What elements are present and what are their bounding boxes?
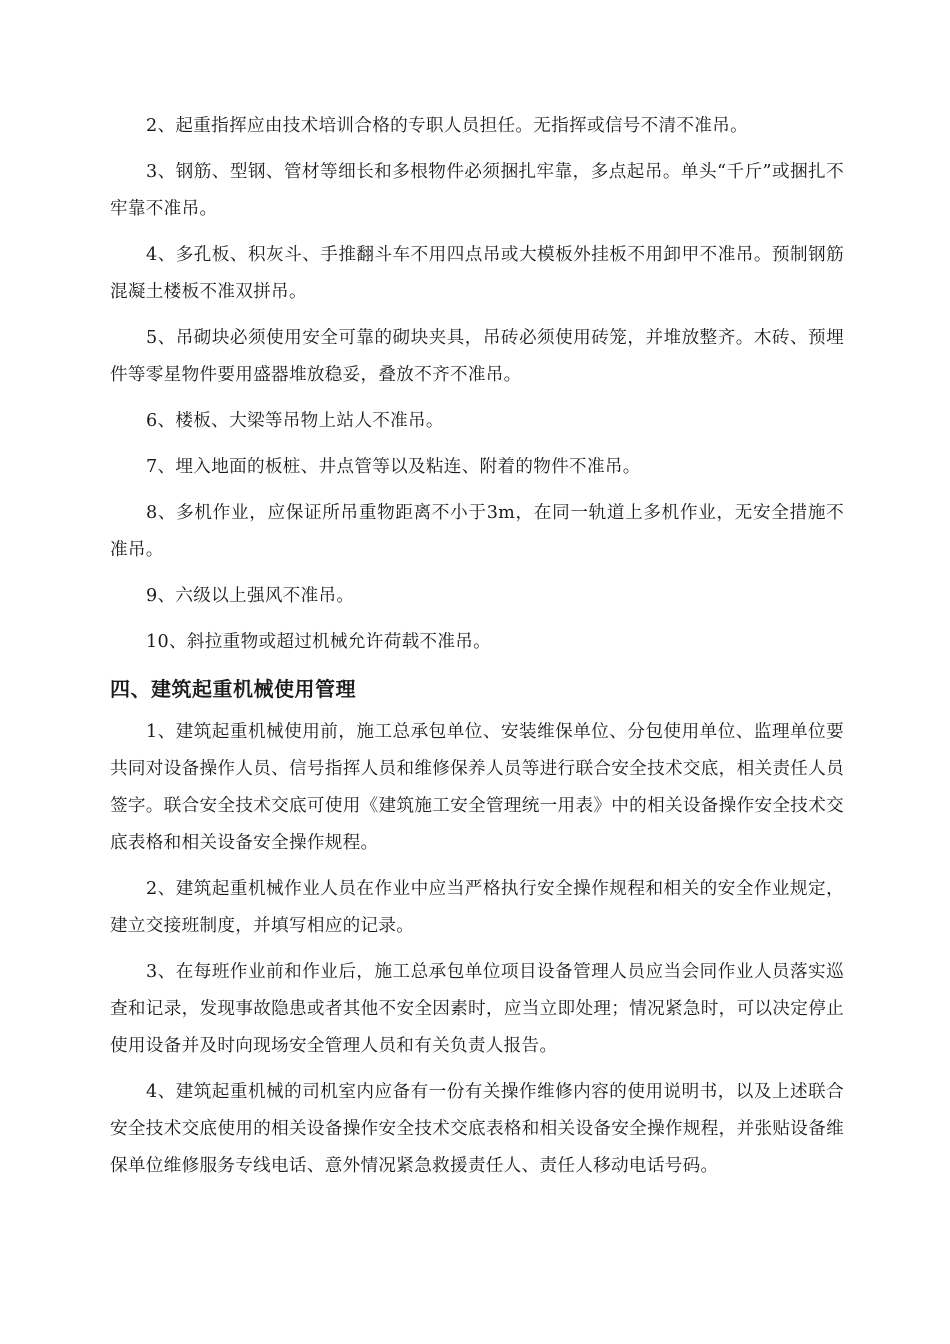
section-heading: 四、建筑起重机械使用管理 bbox=[110, 677, 356, 701]
paragraph-item-3: 3、钢筋、型钢、管材等细长和多根物件必须捆扎牢靠，多点起吊。单头“千斤”或捆扎不牢靠不准吊。 bbox=[110, 162, 844, 219]
document-page bbox=[110, 108, 844, 1194]
paragraph-item-2: 2、起重指挥应由技术培训合格的专职人员担任。无指挥或信号不清不准吊。 bbox=[146, 116, 748, 136]
paragraph-item-1: 1、建筑起重机械使用前，施工总承包单位、安装维保单位、分包使用单位、监理单位要共同对设备操作人员、信号指挥人员和维修保养人员等进行联合安全技术交底，相关责任人员签字。联合安全技术交底可使用《建筑施工安全管理统一用表》中的相关设备操作安全技术交底表格和相关设备安全操作规程。 bbox=[110, 722, 844, 853]
paragraph-item-4: 4、多孔板、积灰斗、手推翻斗车不用四点吊或大模板外挂板不用卸甲不准吊。预制钢筋混凝土楼板不准双拼吊。 bbox=[110, 245, 844, 302]
paragraph-item-10: 10、斜拉重物或超过机械允许荷载不准吊。 bbox=[146, 632, 492, 652]
paragraph-item-5: 5、吊砌块必须使用安全可靠的砌块夹具，吊砖必须使用砖笼，并堆放整齐。木砖、预埋件等零星物件要用盛器堆放稳妥，叠放不齐不准吊。 bbox=[110, 328, 844, 385]
paragraph-item-2: 2、建筑起重机械作业人员在作业中应当严格执行安全操作规程和相关的安全作业规定，建立交接班制度，并填写相应的记录。 bbox=[110, 879, 844, 936]
paragraph-item-4: 4、建筑起重机械的司机室内应备有一份有关操作维修内容的使用说明书，以及上述联合安全技术交底使用的相关设备操作安全技术交底表格和相关设备安全操作规程，并张贴设备维保单位维修服务专线电话、意外情况紧急救援责任人、责任人移动电话号码。 bbox=[110, 1082, 844, 1176]
paragraph-item-9: 9、六级以上强风不准吊。 bbox=[146, 586, 355, 606]
paragraph-item-6: 6、楼板、大梁等吊物上站人不准吊。 bbox=[146, 411, 444, 431]
paragraph-item-7: 7、埋入地面的板桩、井点管等以及粘连、附着的物件不准吊。 bbox=[146, 457, 641, 477]
paragraph-item-3: 3、在每班作业前和作业后，施工总承包单位项目设备管理人员应当会同作业人员落实巡查和记录，发现事故隐患或者其他不安全因素时，应当立即处理；情况紧急时，可以决定停止使用设备并及时向现场安全管理人员和有关负责人报告。 bbox=[110, 962, 844, 1056]
paragraph-item-8: 8、多机作业，应保证所吊重物距离不小于3m，在同一轨道上多机作业，无安全措施不准吊。 bbox=[110, 503, 844, 560]
